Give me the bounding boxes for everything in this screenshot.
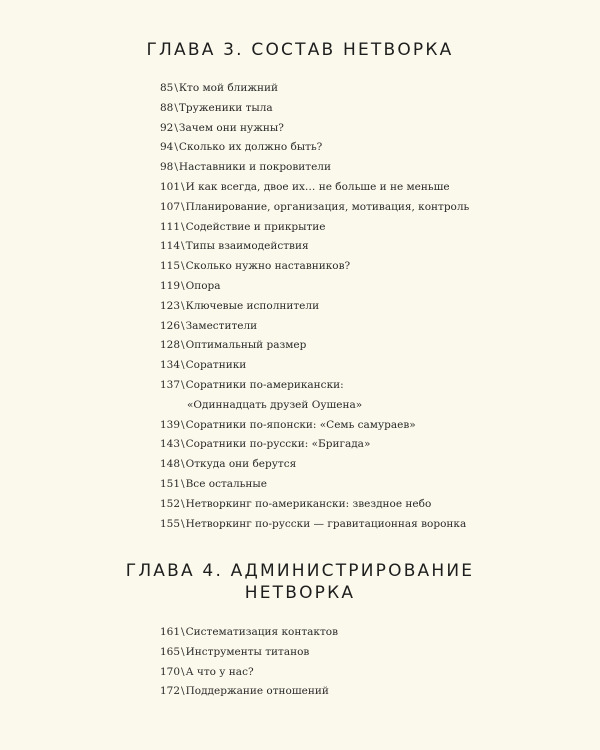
toc-entry [160, 277, 469, 297]
toc-entry [160, 682, 338, 702]
toc-page-number: 128 [160, 339, 181, 352]
toc-entry [160, 416, 469, 436]
toc-page-number: 115 [160, 260, 181, 273]
toc-page-number: 101 [160, 180, 181, 193]
toc-separator: \ [181, 220, 185, 233]
toc-separator: \ [181, 418, 185, 431]
toc-separator: \ [174, 82, 178, 94]
toc-page-number: 88 [160, 101, 174, 114]
chapter-3-heading [0, 39, 600, 61]
chapter-3-toc-list [160, 79, 469, 534]
toc-page-number: 172 [160, 685, 181, 698]
chapter-4-title-line-2: НЕТВОРКА [244, 583, 356, 603]
toc-entry [160, 297, 469, 317]
toc-separator: \ [181, 438, 185, 451]
toc-separator: \ [181, 319, 185, 332]
toc-entry-title: Наставники и покровители [178, 161, 331, 174]
toc-entry-title: Инструменты титанов [185, 645, 310, 658]
toc-entry [160, 435, 469, 455]
toc-entry-title: И как всегда, двое их… не больше и не меньше [185, 180, 450, 193]
toc-entry [160, 515, 469, 535]
toc-entry-title: Зачем они нужны? [178, 121, 284, 134]
toc-separator: \ [174, 141, 178, 154]
toc-entry [160, 158, 469, 178]
toc-page-number: 94 [160, 141, 174, 154]
toc-page-number: 134 [160, 359, 181, 372]
toc-separator: \ [181, 260, 185, 273]
toc-page-number: 137 [160, 378, 181, 391]
toc-entry-title: Соратники по-японски: «Семь самураев» [185, 418, 416, 431]
toc-page-number: 85 [160, 82, 174, 94]
toc-separator: \ [181, 626, 185, 638]
toc-separator: \ [181, 240, 185, 253]
toc-entry-title: Содействие и прикрытие [185, 220, 326, 233]
toc-entry-title: Оптимальный размер [185, 339, 307, 352]
toc-entry [160, 356, 469, 376]
toc-entry-title: Систематизация контактов [185, 626, 339, 638]
toc-entry [160, 237, 469, 257]
toc-separator: \ [181, 378, 185, 391]
toc-entry [160, 623, 338, 643]
toc-page-number: 92 [160, 121, 174, 134]
toc-separator: \ [181, 645, 185, 658]
toc-entry-title: Заместители [185, 319, 258, 332]
toc-entry [160, 475, 469, 495]
toc-page-number: 107 [160, 200, 181, 213]
toc-page-number: 165 [160, 645, 181, 658]
toc-entry-title: Типы взаимодействия [185, 240, 309, 253]
toc-separator: \ [181, 517, 185, 530]
toc-entry-title: Поддержание отношений [185, 685, 329, 698]
toc-entry-title: Соратники по-американски: [185, 378, 344, 391]
toc-separator: \ [181, 458, 185, 471]
toc-entry-title: Сколько их должно быть? [178, 141, 323, 154]
toc-entry-title: Нетворкинг по-русски — гравитационная воронка [185, 517, 467, 530]
toc-entry [160, 663, 338, 683]
toc-separator: \ [181, 200, 185, 213]
toc-entry [160, 119, 469, 139]
toc-entry-title: Опора [185, 279, 221, 292]
toc-entry-title: Сколько нужно наставников? [185, 260, 351, 273]
toc-entry-title: Все остальные [185, 477, 267, 490]
chapter-4-heading [0, 560, 600, 604]
toc-entry [160, 178, 469, 198]
toc-page-number: 123 [160, 299, 181, 312]
toc-separator: \ [181, 299, 185, 312]
toc-entry-title: Труженики тыла [178, 101, 273, 114]
chapter-3-title: ГЛАВА 3. СОСТАВ НЕТВОРКА [146, 40, 454, 60]
toc-entry-title: Кто мой ближний [178, 82, 278, 94]
toc-separator: \ [181, 497, 185, 510]
toc-entry-title: Соратники [185, 359, 247, 372]
toc-separator: \ [181, 339, 185, 352]
toc-separator: \ [181, 180, 185, 193]
toc-page-number: 111 [160, 220, 181, 233]
toc-page-number: 98 [160, 161, 174, 174]
toc-entry-continuation: «Одиннадцать друзей Оушена» [187, 398, 363, 411]
toc-page-number: 155 [160, 517, 181, 530]
toc-page-number: 119 [160, 279, 181, 292]
toc-separator: \ [174, 121, 178, 134]
toc-entry [160, 495, 469, 515]
toc-entry [160, 218, 469, 238]
toc-page-number: 126 [160, 319, 181, 332]
toc-entry [160, 79, 469, 99]
toc-page-number: 114 [160, 240, 181, 253]
toc-separator: \ [181, 359, 185, 372]
toc-separator: \ [174, 161, 178, 174]
toc-page-number: 161 [160, 626, 181, 638]
toc-entry-title: Откуда они берутся [185, 458, 297, 471]
chapter-4-title-line-1: ГЛАВА 4. АДМИНИСТРИРОВАНИЕ [125, 561, 475, 581]
toc-entry [160, 455, 469, 475]
toc-entry-title: А что у нас? [185, 665, 254, 678]
toc-entry [160, 317, 469, 337]
toc-separator: \ [181, 685, 185, 698]
toc-page-number: 148 [160, 458, 181, 471]
toc-entry-title: Нетворкинг по-американски: звездное небо [185, 497, 432, 510]
toc-page-number: 139 [160, 418, 181, 431]
toc-entry [160, 138, 469, 158]
toc-entry-title: Ключевые исполнители [185, 299, 320, 312]
toc-page-number: 151 [160, 477, 181, 490]
toc-separator: \ [174, 101, 178, 114]
toc-page-number: 143 [160, 438, 181, 451]
toc-page-number: 152 [160, 497, 181, 510]
chapter-4-toc-list [160, 623, 338, 702]
toc-entry [160, 198, 469, 218]
toc-entry [160, 376, 469, 396]
toc-entry-title: Планирование, организация, мотивация, контроль [185, 200, 470, 213]
toc-entry [160, 99, 469, 119]
toc-page-number: 170 [160, 665, 181, 678]
toc-entry-title: Соратники по-русски: «Бригада» [185, 438, 371, 451]
toc-separator: \ [181, 279, 185, 292]
toc-entry [160, 257, 469, 277]
toc-entry [160, 643, 338, 663]
toc-entry [160, 336, 469, 356]
toc-separator: \ [181, 665, 185, 678]
toc-separator: \ [181, 477, 185, 490]
